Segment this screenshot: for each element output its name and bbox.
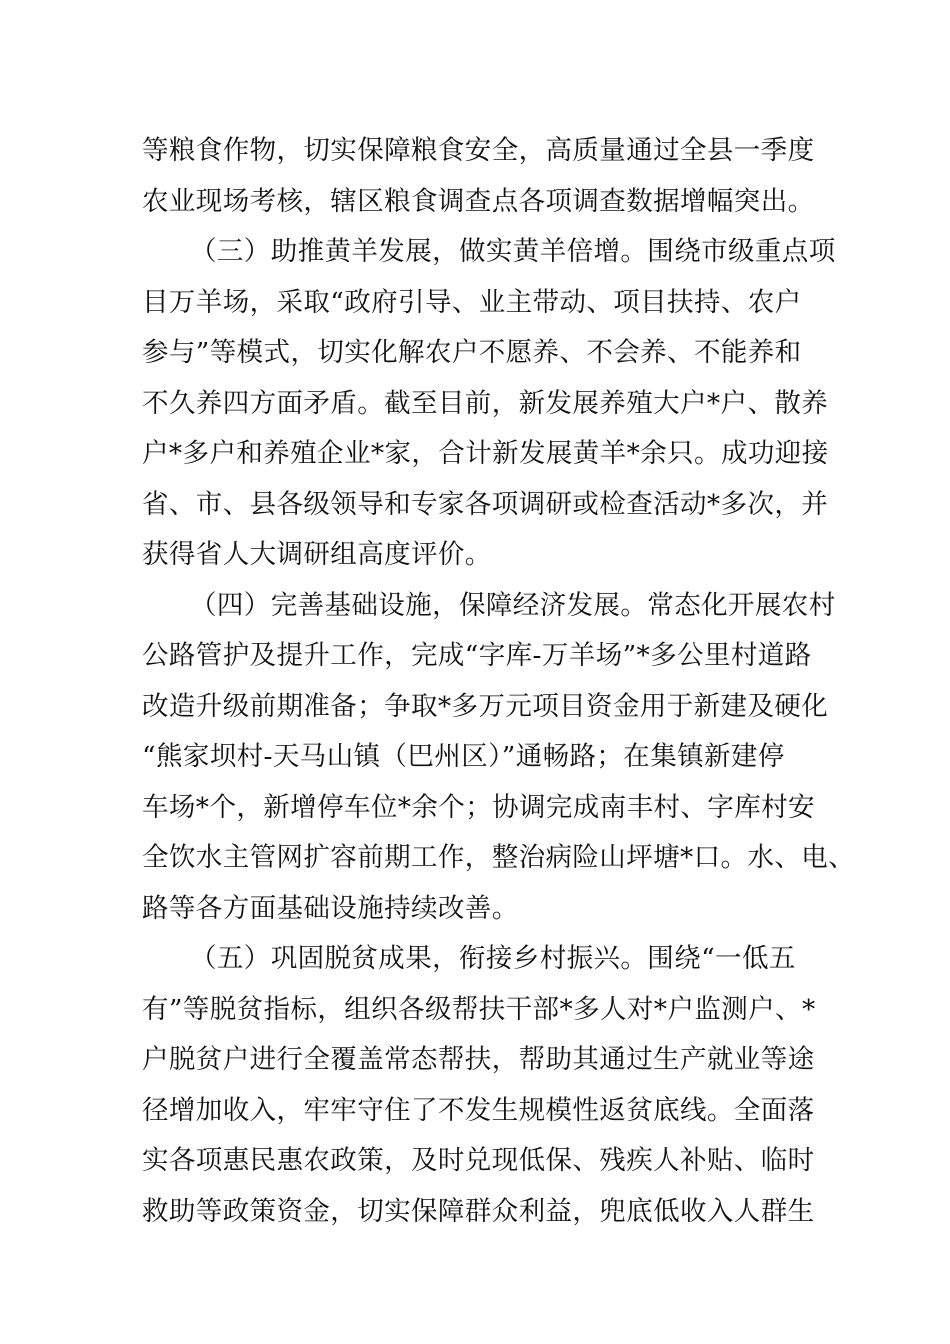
text-line: 参与”等模式，切实化解农户不愿养、不会养、不能养和 [142, 337, 802, 368]
text-line: 目万羊场，采取“政府引导、业主带动、项目扶持、农户 [142, 287, 802, 318]
text-line: 路等各方面基础设施持续改善。 [142, 893, 519, 924]
text-line: 有”等脱贫指标，组织各级帮扶干部*多人对*户监测户、* [142, 994, 816, 1025]
text-line: “熊家坝村-天马山镇（巴州区）”通畅路；在集镇新建停 [142, 741, 785, 772]
text-line: 救助等政策资金，切实保障群众利益，兜底低收入人群生 [142, 1196, 815, 1227]
text-line: 等粮食作物，切实保障粮食安全，高质量通过全县一季度 [142, 135, 815, 166]
section-heading-line: （四）完善基础设施，保障经济发展。常态化开展农村 [190, 590, 836, 621]
text-line: 改造升级前期准备；争取*多万元项目资金用于新建及硬化 [142, 691, 829, 722]
text-line: 户脱贫户进行全覆盖常态帮扶，帮助其通过生产就业等途 [142, 1044, 815, 1075]
text-line: 农业现场考核，辖区粮食调查点各项调查数据增幅突出。 [142, 186, 815, 217]
section-heading-line: （三）助推黄羊发展，做实黄羊倍增。围绕市级重点项 [190, 236, 836, 267]
text-line: 户*多户和养殖企业*家，合计新发展黄羊*余只。成功迎接 [142, 438, 829, 469]
text-line: 省、市、县各级领导和专家各项调研或检查活动*多次，并 [142, 489, 829, 520]
section-heading-line: （五）巩固脱贫成果，衔接乡村振兴。围绕“一低五 [190, 943, 796, 974]
text-line: 不久养四方面矛盾。截至目前，新发展养殖大户*户、散养 [142, 388, 829, 419]
text-line: 实各项惠民惠农政策，及时兑现低保、残疾人补贴、临时 [142, 1145, 815, 1176]
text-line: 车场*个，新增停车位*余个；协调完成南丰村、字库村安 [142, 792, 815, 823]
text-line: 径增加收入，牢牢守住了不发生规模性返贫底线。全面落 [142, 1095, 815, 1126]
text-line: 获得省人大调研组高度评价。 [142, 539, 492, 570]
text-line: 全饮水主管网扩容前期工作，整治病险山坪塘*口。水、电、 [142, 842, 856, 873]
text-line: 公路管护及提升工作，完成“字库-万羊场”*多公里村道路 [142, 640, 812, 671]
